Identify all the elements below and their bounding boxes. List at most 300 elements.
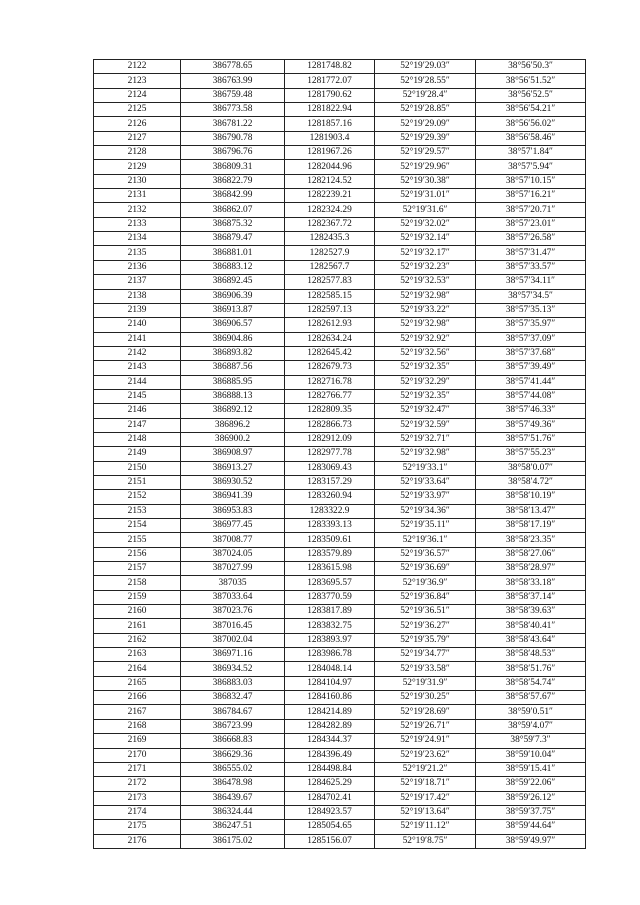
table-row: [94, 777, 586, 791]
latitude-cell: 52°19′33.97″: [375, 490, 476, 504]
table-row: [94, 203, 586, 217]
y-coordinate-cell: 1282809.35: [285, 404, 375, 418]
longitude-cell: 38°57′23.01″: [476, 217, 586, 231]
point-number-cell: 2141: [94, 332, 181, 346]
y-coordinate-cell: 1283069.43: [285, 461, 375, 475]
y-coordinate-cell: 1281903.4: [285, 131, 375, 145]
y-coordinate-cell: 1282239.21: [285, 189, 375, 203]
latitude-cell: 52°19′32.14″: [375, 232, 476, 246]
latitude-cell: 52°19′36.1″: [375, 533, 476, 547]
y-coordinate-cell: 1283509.61: [285, 533, 375, 547]
latitude-cell: 52°19′34.36″: [375, 504, 476, 518]
x-coordinate-cell: 386908.97: [181, 447, 285, 461]
point-number-cell: 2165: [94, 676, 181, 690]
table-row: [94, 504, 586, 518]
x-coordinate-cell: 386893.82: [181, 346, 285, 360]
longitude-cell: 38°58′51.76″: [476, 662, 586, 676]
longitude-cell: 38°59′37.75″: [476, 805, 586, 819]
coordinates-table-body: [94, 60, 586, 849]
x-coordinate-cell: 386790.78: [181, 131, 285, 145]
x-coordinate-cell: 386930.52: [181, 475, 285, 489]
x-coordinate-cell: 386883.12: [181, 260, 285, 274]
table-row: [94, 605, 586, 619]
y-coordinate-cell: 1283579.89: [285, 547, 375, 561]
latitude-cell: 52°19′8.75″: [375, 834, 476, 848]
table-row: [94, 131, 586, 145]
latitude-cell: 52°19′17.42″: [375, 791, 476, 805]
y-coordinate-cell: 1281772.07: [285, 74, 375, 88]
point-number-cell: 2169: [94, 734, 181, 748]
point-number-cell: 2146: [94, 404, 181, 418]
longitude-cell: 38°58′27.06″: [476, 547, 586, 561]
table-row: [94, 662, 586, 676]
longitude-cell: 38°59′10.04″: [476, 748, 586, 762]
point-number-cell: 2134: [94, 232, 181, 246]
latitude-cell: 52°19′29.96″: [375, 160, 476, 174]
longitude-cell: 38°57′26.58″: [476, 232, 586, 246]
y-coordinate-cell: 1282577.83: [285, 275, 375, 289]
point-number-cell: 2132: [94, 203, 181, 217]
latitude-cell: 52°19′13.64″: [375, 805, 476, 819]
latitude-cell: 52°19′36.27″: [375, 619, 476, 633]
longitude-cell: 38°56′52.5″: [476, 88, 586, 102]
y-coordinate-cell: 1282124.52: [285, 174, 375, 188]
latitude-cell: 52°19′29.03″: [375, 60, 476, 74]
latitude-cell: 52°19′31.6″: [375, 203, 476, 217]
x-coordinate-cell: 386759.48: [181, 88, 285, 102]
x-coordinate-cell: 386892.45: [181, 275, 285, 289]
latitude-cell: 52°19′32.59″: [375, 418, 476, 432]
latitude-cell: 52°19′28.85″: [375, 103, 476, 117]
latitude-cell: 52°19′32.35″: [375, 389, 476, 403]
x-coordinate-cell: 386971.16: [181, 648, 285, 662]
x-coordinate-cell: 386900.2: [181, 432, 285, 446]
x-coordinate-cell: 386778.65: [181, 60, 285, 74]
longitude-cell: 38°57′33.57″: [476, 260, 586, 274]
table-row: [94, 547, 586, 561]
longitude-cell: 38°57′5.94″: [476, 160, 586, 174]
longitude-cell: 38°57′35.97″: [476, 318, 586, 332]
point-number-cell: 2140: [94, 318, 181, 332]
longitude-cell: 38°57′37.09″: [476, 332, 586, 346]
table-row: [94, 519, 586, 533]
x-coordinate-cell: 386555.02: [181, 762, 285, 776]
x-coordinate-cell: 387008.77: [181, 533, 285, 547]
y-coordinate-cell: 1284344.37: [285, 734, 375, 748]
longitude-cell: 38°57′55.23″: [476, 447, 586, 461]
longitude-cell: 38°58′4.72″: [476, 475, 586, 489]
table-row: [94, 160, 586, 174]
y-coordinate-cell: 1281967.26: [285, 146, 375, 160]
table-row: [94, 260, 586, 274]
longitude-cell: 38°56′51.52″: [476, 74, 586, 88]
y-coordinate-cell: 1284160.86: [285, 691, 375, 705]
latitude-cell: 52°19′32.53″: [375, 275, 476, 289]
table-row: [94, 719, 586, 733]
latitude-cell: 52°19′21.2″: [375, 762, 476, 776]
latitude-cell: 52°19′32.17″: [375, 246, 476, 260]
x-coordinate-cell: 386247.51: [181, 820, 285, 834]
x-coordinate-cell: 387027.99: [181, 562, 285, 576]
latitude-cell: 52°19′36.84″: [375, 590, 476, 604]
latitude-cell: 52°19′32.98″: [375, 289, 476, 303]
point-number-cell: 2151: [94, 475, 181, 489]
latitude-cell: 52°19′35.11″: [375, 519, 476, 533]
table-row: [94, 432, 586, 446]
latitude-cell: 52°19′33.1″: [375, 461, 476, 475]
table-row: [94, 289, 586, 303]
y-coordinate-cell: 1282716.78: [285, 375, 375, 389]
table-row: [94, 791, 586, 805]
table-row: [94, 418, 586, 432]
table-row: [94, 576, 586, 590]
point-number-cell: 2149: [94, 447, 181, 461]
point-number-cell: 2124: [94, 88, 181, 102]
longitude-cell: 38°57′44.08″: [476, 389, 586, 403]
table-row: [94, 633, 586, 647]
latitude-cell: 52°19′32.29″: [375, 375, 476, 389]
x-coordinate-cell: 386888.13: [181, 389, 285, 403]
table-row: [94, 74, 586, 88]
point-number-cell: 2172: [94, 777, 181, 791]
table-row: [94, 275, 586, 289]
x-coordinate-cell: 387016.45: [181, 619, 285, 633]
table-row: [94, 146, 586, 160]
y-coordinate-cell: 1282367.72: [285, 217, 375, 231]
longitude-cell: 38°57′49.36″: [476, 418, 586, 432]
x-coordinate-cell: 387002.04: [181, 633, 285, 647]
y-coordinate-cell: 1282679.73: [285, 361, 375, 375]
longitude-cell: 38°58′40.41″: [476, 619, 586, 633]
longitude-cell: 38°59′0.51″: [476, 705, 586, 719]
table-row: [94, 461, 586, 475]
table-row: [94, 805, 586, 819]
point-number-cell: 2162: [94, 633, 181, 647]
latitude-cell: 52°19′31.9″: [375, 676, 476, 690]
table-row: [94, 533, 586, 547]
point-number-cell: 2144: [94, 375, 181, 389]
latitude-cell: 52°19′36.9″: [375, 576, 476, 590]
x-coordinate-cell: 386832.47: [181, 691, 285, 705]
latitude-cell: 52°19′30.25″: [375, 691, 476, 705]
latitude-cell: 52°19′18.71″: [375, 777, 476, 791]
latitude-cell: 52°19′24.91″: [375, 734, 476, 748]
x-coordinate-cell: 386896.2: [181, 418, 285, 432]
point-number-cell: 2173: [94, 791, 181, 805]
y-coordinate-cell: 1284625.29: [285, 777, 375, 791]
table-row: [94, 117, 586, 131]
x-coordinate-cell: 386934.52: [181, 662, 285, 676]
longitude-cell: 38°58′28.97″: [476, 562, 586, 576]
x-coordinate-cell: 386773.58: [181, 103, 285, 117]
longitude-cell: 38°58′0.07″: [476, 461, 586, 475]
table-row: [94, 389, 586, 403]
x-coordinate-cell: 386781.22: [181, 117, 285, 131]
latitude-cell: 52°19′33.64″: [375, 475, 476, 489]
point-number-cell: 2176: [94, 834, 181, 848]
latitude-cell: 52°19′33.58″: [375, 662, 476, 676]
latitude-cell: 52°19′32.56″: [375, 346, 476, 360]
latitude-cell: 52°19′29.57″: [375, 146, 476, 160]
point-number-cell: 2126: [94, 117, 181, 131]
x-coordinate-cell: 386439.67: [181, 791, 285, 805]
y-coordinate-cell: 1284048.14: [285, 662, 375, 676]
x-coordinate-cell: 386629.36: [181, 748, 285, 762]
longitude-cell: 38°57′51.76″: [476, 432, 586, 446]
table-row: [94, 490, 586, 504]
latitude-cell: 52°19′32.71″: [375, 432, 476, 446]
table-row: [94, 346, 586, 360]
y-coordinate-cell: 1281857.16: [285, 117, 375, 131]
longitude-cell: 38°57′20.71″: [476, 203, 586, 217]
y-coordinate-cell: 1281822.94: [285, 103, 375, 117]
point-number-cell: 2150: [94, 461, 181, 475]
y-coordinate-cell: 1282912.09: [285, 432, 375, 446]
longitude-cell: 38°57′46.33″: [476, 404, 586, 418]
y-coordinate-cell: 1282567.7: [285, 260, 375, 274]
point-number-cell: 2171: [94, 762, 181, 776]
point-number-cell: 2142: [94, 346, 181, 360]
table-row: [94, 375, 586, 389]
longitude-cell: 38°56′50.3″: [476, 60, 586, 74]
longitude-cell: 38°58′39.63″: [476, 605, 586, 619]
y-coordinate-cell: 1284282.89: [285, 719, 375, 733]
point-number-cell: 2131: [94, 189, 181, 203]
longitude-cell: 38°57′35.13″: [476, 303, 586, 317]
table-row: [94, 103, 586, 117]
point-number-cell: 2154: [94, 519, 181, 533]
y-coordinate-cell: 1283770.59: [285, 590, 375, 604]
x-coordinate-cell: 386875.32: [181, 217, 285, 231]
y-coordinate-cell: 1284396.49: [285, 748, 375, 762]
x-coordinate-cell: 386822.79: [181, 174, 285, 188]
latitude-cell: 52°19′23.62″: [375, 748, 476, 762]
latitude-cell: 52°19′36.57″: [375, 547, 476, 561]
point-number-cell: 2147: [94, 418, 181, 432]
latitude-cell: 52°19′32.98″: [375, 447, 476, 461]
table-row: [94, 762, 586, 776]
longitude-cell: 38°58′37.14″: [476, 590, 586, 604]
y-coordinate-cell: 1283695.57: [285, 576, 375, 590]
y-coordinate-cell: 1284702.41: [285, 791, 375, 805]
longitude-cell: 38°57′34.5″: [476, 289, 586, 303]
latitude-cell: 52°19′29.09″: [375, 117, 476, 131]
point-number-cell: 2129: [94, 160, 181, 174]
point-number-cell: 2135: [94, 246, 181, 260]
point-number-cell: 2143: [94, 361, 181, 375]
table-row: [94, 705, 586, 719]
x-coordinate-cell: 387023.76: [181, 605, 285, 619]
longitude-cell: 38°59′4.07″: [476, 719, 586, 733]
longitude-cell: 38°57′37.68″: [476, 346, 586, 360]
y-coordinate-cell: 1282977.78: [285, 447, 375, 461]
table-row: [94, 691, 586, 705]
point-number-cell: 2152: [94, 490, 181, 504]
x-coordinate-cell: 386809.31: [181, 160, 285, 174]
point-number-cell: 2156: [94, 547, 181, 561]
latitude-cell: 52°19′32.98″: [375, 318, 476, 332]
latitude-cell: 52°19′11.12″: [375, 820, 476, 834]
y-coordinate-cell: 1282645.42: [285, 346, 375, 360]
x-coordinate-cell: 386913.27: [181, 461, 285, 475]
x-coordinate-cell: 386879.47: [181, 232, 285, 246]
longitude-cell: 38°58′43.64″: [476, 633, 586, 647]
y-coordinate-cell: 1281748.82: [285, 60, 375, 74]
latitude-cell: 52°19′31.01″: [375, 189, 476, 203]
point-number-cell: 2159: [94, 590, 181, 604]
longitude-cell: 38°58′54.74″: [476, 676, 586, 690]
y-coordinate-cell: 1281790.62: [285, 88, 375, 102]
x-coordinate-cell: 386904.86: [181, 332, 285, 346]
longitude-cell: 38°58′48.53″: [476, 648, 586, 662]
latitude-cell: 52°19′28.55″: [375, 74, 476, 88]
x-coordinate-cell: 386892.12: [181, 404, 285, 418]
x-coordinate-cell: 386881.01: [181, 246, 285, 260]
y-coordinate-cell: 1282435.3: [285, 232, 375, 246]
point-number-cell: 2136: [94, 260, 181, 274]
point-number-cell: 2145: [94, 389, 181, 403]
longitude-cell: 38°56′58.46″: [476, 131, 586, 145]
table-row: [94, 619, 586, 633]
y-coordinate-cell: 1282612.93: [285, 318, 375, 332]
x-coordinate-cell: 386784.67: [181, 705, 285, 719]
y-coordinate-cell: 1283986.78: [285, 648, 375, 662]
x-coordinate-cell: 386763.99: [181, 74, 285, 88]
latitude-cell: 52°19′35.79″: [375, 633, 476, 647]
point-number-cell: 2138: [94, 289, 181, 303]
y-coordinate-cell: 1283817.89: [285, 605, 375, 619]
y-coordinate-cell: 1282634.24: [285, 332, 375, 346]
point-number-cell: 2160: [94, 605, 181, 619]
longitude-cell: 38°57′1.84″: [476, 146, 586, 160]
table-row: [94, 404, 586, 418]
table-row: [94, 590, 586, 604]
longitude-cell: 38°58′33.18″: [476, 576, 586, 590]
x-coordinate-cell: 386796.76: [181, 146, 285, 160]
x-coordinate-cell: 386175.02: [181, 834, 285, 848]
x-coordinate-cell: 386906.57: [181, 318, 285, 332]
longitude-cell: 38°59′44.64″: [476, 820, 586, 834]
longitude-cell: 38°56′54.21″: [476, 103, 586, 117]
point-number-cell: 2164: [94, 662, 181, 676]
table-row: [94, 676, 586, 690]
x-coordinate-cell: 386887.56: [181, 361, 285, 375]
table-row: [94, 748, 586, 762]
x-coordinate-cell: 386977.45: [181, 519, 285, 533]
table-row: [94, 648, 586, 662]
longitude-cell: 38°57′39.49″: [476, 361, 586, 375]
y-coordinate-cell: 1282766.77: [285, 389, 375, 403]
point-number-cell: 2158: [94, 576, 181, 590]
x-coordinate-cell: 386885.95: [181, 375, 285, 389]
y-coordinate-cell: 1283393.13: [285, 519, 375, 533]
point-number-cell: 2157: [94, 562, 181, 576]
table-row: [94, 734, 586, 748]
latitude-cell: 52°19′34.77″: [375, 648, 476, 662]
table-row: [94, 447, 586, 461]
table-row: [94, 232, 586, 246]
latitude-cell: 52°19′32.35″: [375, 361, 476, 375]
point-number-cell: 2170: [94, 748, 181, 762]
point-number-cell: 2148: [94, 432, 181, 446]
y-coordinate-cell: 1283615.98: [285, 562, 375, 576]
y-coordinate-cell: 1284923.57: [285, 805, 375, 819]
latitude-cell: 52°19′26.71″: [375, 719, 476, 733]
latitude-cell: 52°19′28.69″: [375, 705, 476, 719]
table-row: [94, 820, 586, 834]
y-coordinate-cell: 1282044.96: [285, 160, 375, 174]
x-coordinate-cell: 386723.99: [181, 719, 285, 733]
longitude-cell: 38°58′57.67″: [476, 691, 586, 705]
table-row: [94, 189, 586, 203]
x-coordinate-cell: 386906.39: [181, 289, 285, 303]
table-row: [94, 318, 586, 332]
longitude-cell: 38°59′49.97″: [476, 834, 586, 848]
longitude-cell: 38°59′26.12″: [476, 791, 586, 805]
point-number-cell: 2139: [94, 303, 181, 317]
point-number-cell: 2137: [94, 275, 181, 289]
latitude-cell: 52°19′30.38″: [375, 174, 476, 188]
y-coordinate-cell: 1282866.73: [285, 418, 375, 432]
longitude-cell: 38°58′23.35″: [476, 533, 586, 547]
point-number-cell: 2155: [94, 533, 181, 547]
x-coordinate-cell: 386953.83: [181, 504, 285, 518]
table-row: [94, 834, 586, 848]
x-coordinate-cell: 386883.03: [181, 676, 285, 690]
y-coordinate-cell: 1283893.97: [285, 633, 375, 647]
table-row: [94, 562, 586, 576]
point-number-cell: 2166: [94, 691, 181, 705]
x-coordinate-cell: 386668.83: [181, 734, 285, 748]
latitude-cell: 52°19′36.51″: [375, 605, 476, 619]
point-number-cell: 2133: [94, 217, 181, 231]
y-coordinate-cell: 1284498.84: [285, 762, 375, 776]
x-coordinate-cell: 387033.64: [181, 590, 285, 604]
y-coordinate-cell: 1283157.29: [285, 475, 375, 489]
latitude-cell: 52°19′36.69″: [375, 562, 476, 576]
longitude-cell: 38°56′56.02″: [476, 117, 586, 131]
y-coordinate-cell: 1282527.9: [285, 246, 375, 260]
coordinates-table: [93, 59, 586, 849]
point-number-cell: 2130: [94, 174, 181, 188]
point-number-cell: 2153: [94, 504, 181, 518]
table-row: [94, 475, 586, 489]
x-coordinate-cell: 386478.98: [181, 777, 285, 791]
y-coordinate-cell: 1282324.29: [285, 203, 375, 217]
table-row: [94, 303, 586, 317]
longitude-cell: 38°59′22.06″: [476, 777, 586, 791]
point-number-cell: 2123: [94, 74, 181, 88]
point-number-cell: 2175: [94, 820, 181, 834]
table-row: [94, 88, 586, 102]
longitude-cell: 38°58′13.47″: [476, 504, 586, 518]
table-row: [94, 217, 586, 231]
longitude-cell: 38°57′10.15″: [476, 174, 586, 188]
latitude-cell: 52°19′32.47″: [375, 404, 476, 418]
table-row: [94, 60, 586, 74]
y-coordinate-cell: 1282597.13: [285, 303, 375, 317]
longitude-cell: 38°59′7.3″: [476, 734, 586, 748]
latitude-cell: 52°19′32.02″: [375, 217, 476, 231]
point-number-cell: 2163: [94, 648, 181, 662]
y-coordinate-cell: 1283832.75: [285, 619, 375, 633]
y-coordinate-cell: 1285054.65: [285, 820, 375, 834]
point-number-cell: 2174: [94, 805, 181, 819]
table-row: [94, 246, 586, 260]
longitude-cell: 38°57′31.47″: [476, 246, 586, 260]
y-coordinate-cell: 1284214.89: [285, 705, 375, 719]
y-coordinate-cell: 1282585.15: [285, 289, 375, 303]
